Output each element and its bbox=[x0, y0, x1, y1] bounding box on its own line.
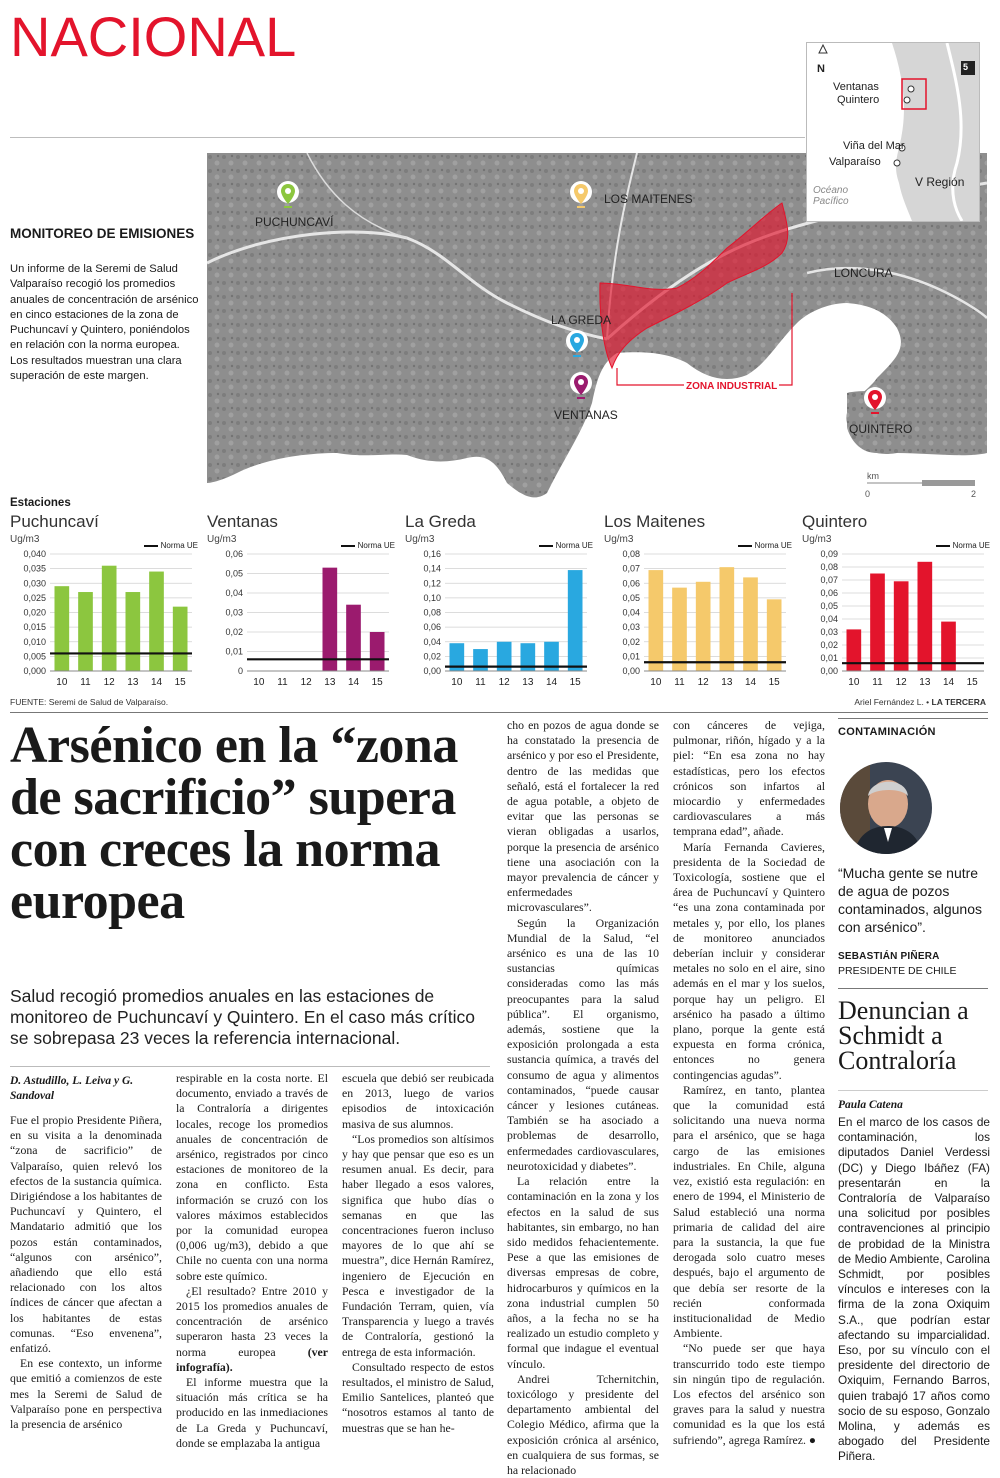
x-tick-label: 15 bbox=[371, 677, 383, 688]
quote-name: SEBASTIÁN PIÑERA bbox=[838, 951, 940, 962]
inset-label-valparaiso: Valparaíso bbox=[829, 156, 881, 168]
bar-12 bbox=[696, 582, 711, 671]
y-tick-label: 0,01 bbox=[225, 646, 243, 657]
infographic-credit bbox=[854, 697, 986, 707]
inset-label-quintero: Quintero bbox=[837, 94, 880, 106]
y-tick-label: 0 bbox=[237, 666, 243, 676]
y-tick-label: 0,05 bbox=[622, 592, 640, 603]
y-tick-label: 0,01 bbox=[622, 651, 640, 662]
paragraph: con cánceres de vejiga, pulmonar, riñón, hígado y a la piel: “En esa zona no hay estadísticas, pero los efectos crónicos son infartos al miocardio y enfermedades cardiovasculares a más temprana edad”, añade. bbox=[673, 718, 825, 839]
paragraph: Andrei Tchernitchin, toxicólogo y presidente del departamento ambiental del Colegio Médico, afirma que la exposición crónica al arsénico, en cualquiera de sus formas, se ha relacionado bbox=[507, 1371, 659, 1477]
x-tick-label: 15 bbox=[569, 677, 581, 688]
bar-11 bbox=[78, 592, 93, 671]
x-tick-label: 14 bbox=[942, 677, 955, 688]
y-tick-label: 0,04 bbox=[423, 636, 441, 647]
x-tick-label: 14 bbox=[744, 677, 757, 688]
map-pin-icon-puchuncavi bbox=[277, 181, 299, 211]
y-tick-label: 0,04 bbox=[820, 614, 838, 624]
bar-10 bbox=[846, 629, 861, 671]
deck: Salud recogió promedios anuales en las estaciones de monitoreo de Puchuncaví y Quintero. En el caso más crítico se sobrepasa 23 veces la referencia internacional. bbox=[10, 986, 475, 1048]
paragraph: “No puede ser que haya transcurrido todo este tiempo sin ningún tipo de regulación. Los efectos del arsénico son graves para la salud y nuestra comunidad es la que los está sufriendo”, agrega Ramírez. ● bbox=[673, 1341, 825, 1447]
paragraph-text: ¿El resultado? Entre 2010 y 2015 los promedios anuales de concentración de arsénico superaron hasta 23 veces la norma europea bbox=[176, 1283, 328, 1359]
inset-label-ocean: Océano Pacífico bbox=[813, 185, 849, 207]
quote-role: PRESIDENTE DE CHILE bbox=[838, 965, 957, 977]
y-tick-label: 0,025 bbox=[23, 592, 46, 603]
byline: D. Astudillo, L. Leiva y G. Sandoval bbox=[10, 1075, 134, 1102]
y-tick-label: 0,08 bbox=[423, 607, 441, 618]
bar-10 bbox=[54, 586, 69, 671]
y-tick-label: 0,05 bbox=[820, 601, 838, 611]
y-tick-label: 0,10 bbox=[423, 592, 441, 603]
y-tick-label: 0,02 bbox=[622, 636, 640, 647]
x-tick-label: 10 bbox=[56, 677, 68, 688]
bar-15 bbox=[568, 570, 583, 671]
credit-author: Ariel Fernández L. • bbox=[854, 697, 930, 707]
chart-title: Quintero bbox=[802, 512, 868, 531]
paragraph: Consultado respecto de estos resultados, el ministro de Salud, Emilio Santelices, planteó que “nosotros estamos al tanto de muestras que se han he- bbox=[342, 1359, 494, 1435]
source-note: FUENTE: Seremi de Salud de Valparaíso. bbox=[10, 697, 169, 707]
map-label-puchuncavi: PUCHUNCAVÍ bbox=[255, 215, 334, 229]
sidebar-headline: Denuncian a Schmidt a Contraloría bbox=[838, 996, 969, 1075]
chart-la-greda bbox=[405, 512, 595, 692]
bar-15 bbox=[767, 599, 782, 671]
y-tick-label: 0,04 bbox=[225, 588, 243, 598]
y-tick-label: 0,020 bbox=[23, 607, 46, 618]
bar-14 bbox=[149, 572, 164, 671]
x-tick-label: 10 bbox=[650, 677, 662, 688]
legend-label: Norma UE bbox=[754, 541, 792, 550]
legend-label: Norma UE bbox=[357, 541, 395, 550]
x-tick-label: 11 bbox=[475, 677, 486, 688]
chart-plot bbox=[207, 548, 397, 692]
y-tick-label: 0,03 bbox=[820, 627, 838, 637]
headline: Arsénico en la “zona de sacrificio” supera con creces la norma europea bbox=[10, 717, 458, 930]
chart-title: Los Maitenes bbox=[604, 512, 706, 531]
bar-13 bbox=[719, 567, 734, 671]
y-tick-label: 0,05 bbox=[225, 568, 243, 579]
scale-min: 0 bbox=[865, 489, 871, 499]
chart-title: La Greda bbox=[405, 512, 476, 531]
avatar bbox=[840, 762, 932, 854]
x-tick-label: 13 bbox=[522, 677, 534, 688]
scale-unit: km bbox=[867, 471, 879, 481]
chart-puchuncavi bbox=[10, 512, 200, 692]
chart-unit: Ug/m3 bbox=[10, 534, 40, 545]
map-label-loncura: LONCURA bbox=[834, 266, 893, 280]
x-tick-label: 12 bbox=[498, 677, 510, 688]
paragraph bbox=[176, 1284, 328, 1375]
paragraph: El informe muestra que la situación más crítica se ha producido en las inmediaciones de La Greda y Puchuncaví, donde se emplazaba la antigua bbox=[176, 1375, 328, 1450]
bar-14 bbox=[346, 605, 361, 671]
x-tick-label: 13 bbox=[919, 677, 931, 688]
pull-quote: “Mucha gente se nutre de agua de pozos contaminados, algunos con arsénico”. bbox=[838, 865, 982, 935]
divider bbox=[10, 1066, 490, 1067]
x-tick-label: 14 bbox=[347, 677, 360, 688]
chart-unit: Ug/m3 bbox=[802, 534, 832, 545]
map-label-la-greda: LA GREDA bbox=[551, 313, 612, 327]
bar-14 bbox=[743, 577, 758, 671]
y-tick-label: 0,06 bbox=[423, 622, 441, 633]
y-tick-label: 0,00 bbox=[820, 666, 838, 676]
infographic-ref: (ver infografía). bbox=[176, 1344, 328, 1374]
x-tick-label: 12 bbox=[697, 677, 709, 688]
y-tick-label: 0,06 bbox=[622, 578, 640, 589]
chart-los-maitenes bbox=[604, 512, 794, 692]
y-tick-label: 0,09 bbox=[820, 549, 838, 559]
x-tick-label: 10 bbox=[451, 677, 463, 688]
paragraph: Ramírez, en tanto, plantea que la comunidad está solicitando una nueva norma para el arsénico, que se haga cargo de las emisiones industriales. En Chile, alguna vez, existió esta regulación: en enero de 1994, el Ministerio de Salud estableció una norma primaria de calidad del aire para la sustancia, la que fue derogada solo cuatro meses después, bajo el argumento de que debía ser resorte de la recién conformada institucionalidad de Medio Ambiente. bbox=[673, 1082, 825, 1341]
y-tick-label: 0,00 bbox=[622, 666, 640, 676]
legend-label: Norma UE bbox=[555, 541, 593, 550]
bar-11 bbox=[870, 574, 885, 672]
inset-label-ventanas: Ventanas bbox=[833, 81, 879, 93]
map-pin-icon-la-greda bbox=[566, 330, 588, 360]
bar-15 bbox=[370, 632, 385, 671]
y-tick-label: 0,02 bbox=[225, 627, 243, 637]
map-label-quintero: QUINTERO bbox=[849, 422, 913, 436]
scale-max: 2 bbox=[971, 489, 977, 499]
paragraph: respirable en la costa norte. El documento, enviado a través de la Contraloría a dirigentes locales, recoge los promedios anuales de concentración de arsénico, registrados por cinco estaciones de monitoreo de la zona en conflicto. Esta información se cruzó con los valores máximos establecidos por la comunidad europea (0,006 ug/m3), debido a que Chile no cuenta con una norma sobre este químico. bbox=[176, 1071, 328, 1283]
chart-plot bbox=[604, 548, 794, 692]
route-badge: 5 bbox=[963, 62, 969, 72]
paragraph: escuela que debió ser reubicada en 2013, luego de varios episodios de intoxicación masiva de sus alumnos. bbox=[342, 1071, 494, 1131]
y-tick-label: 0,14 bbox=[423, 563, 441, 574]
y-tick-label: 0,030 bbox=[23, 578, 46, 589]
sidebar-author: Paula Catena bbox=[838, 1099, 903, 1111]
divider bbox=[10, 137, 805, 138]
chart-unit: Ug/m3 bbox=[604, 534, 634, 545]
map-pin-icon-ventanas bbox=[570, 372, 592, 402]
bar-13 bbox=[322, 568, 337, 671]
y-tick-label: 0,07 bbox=[622, 563, 640, 574]
inset-label-vina: Viña del Mar bbox=[843, 140, 905, 152]
divider bbox=[838, 1090, 988, 1091]
legend-line-icon bbox=[936, 545, 950, 547]
y-tick-label: 0,040 bbox=[23, 549, 46, 559]
bar-13 bbox=[125, 592, 140, 671]
chart-title: Ventanas bbox=[207, 512, 278, 531]
x-tick-label: 15 bbox=[174, 677, 186, 688]
map-pin-icon-quintero bbox=[864, 387, 886, 417]
chart-title: Puchuncaví bbox=[10, 512, 99, 531]
chart-ventanas bbox=[207, 512, 397, 692]
y-tick-label: 0,02 bbox=[820, 640, 838, 650]
sidebar-body: En el marco de los casos de contaminación, los diputados Daniel Verdessi (DC) y Diego Ibáñez (FA) presentarán en la Contraloría de Valparaíso una solicitud por posibles contravenciones al principio de probidad de la Ministra de Medio Ambiente, Carolina Schmidt, por posibles vínculos e intereses con la firma de la zona Oxiquim S.A., que podrían estar afectando su imparcialidad. Eso, por su vínculo con el presidente del directorio de Oxiquim, Fernando Barros, quien trabajó 17 años como socio de su esposo, Gonzalo Molina, y además es abogado del Presidente Piñera. bbox=[838, 1115, 990, 1464]
legend-label: Norma UE bbox=[160, 541, 198, 550]
chart-plot bbox=[10, 548, 200, 692]
x-tick-label: 10 bbox=[848, 677, 860, 688]
map-label-los-maitenes: LOS MAITENES bbox=[604, 192, 693, 206]
sidebar-tag: CONTAMINACIÓN bbox=[838, 726, 936, 738]
portrait-photo bbox=[840, 762, 932, 854]
paragraph: Según la Organización Mundial de la Salud, “el arsénico es una de las 10 sustancias químicas consideradas como las más preocupantes para la salud pública”. El organismo, además, sostiene que la exposición prolongada a esta sustancia química, a través del consumo de agua y alimentos contaminados, “puede causar cáncer y lesiones cutáneas. También se ha asociado a problemas de desarrollo, enfermedades cardiovasculares, neurotoxicidad y diabetes”. bbox=[507, 915, 659, 1173]
bar-13 bbox=[917, 562, 932, 671]
divider bbox=[838, 718, 988, 719]
chart-quintero bbox=[802, 512, 992, 692]
legend-line-icon bbox=[738, 545, 752, 547]
x-tick-label: 12 bbox=[300, 677, 312, 688]
article-column-4 bbox=[507, 718, 659, 1478]
chart-unit: Ug/m3 bbox=[207, 534, 237, 545]
y-tick-label: 0,03 bbox=[622, 622, 640, 633]
divider bbox=[10, 712, 988, 713]
divider bbox=[838, 988, 988, 989]
locator-map bbox=[806, 42, 980, 222]
chart-plot bbox=[405, 548, 595, 692]
chart-plot bbox=[802, 548, 992, 692]
x-tick-label: 10 bbox=[253, 677, 265, 688]
x-tick-label: 11 bbox=[674, 677, 685, 688]
bar-15 bbox=[173, 607, 188, 671]
map-label-ventanas: VENTANAS bbox=[554, 408, 618, 422]
paragraph: cho en pozos de agua donde se ha constatado la presencia de arsénico y por eso el Presidente, dentro de las medidas que señaló, está el fortalecer la red de agua potable, a objeto de evitar que las personas se vieran obligadas a usarlos, porque la presencia de arsénico tiene una asociación con la mayor prevalencia de cáncer y enfermedades microvasculares”. bbox=[507, 718, 660, 915]
map-label-zona-industrial: ZONA INDUSTRIAL bbox=[686, 381, 778, 392]
bar-10 bbox=[648, 570, 663, 671]
stations-label: Estaciones bbox=[10, 497, 71, 509]
x-tick-label: 13 bbox=[324, 677, 336, 688]
y-tick-label: 0,06 bbox=[820, 588, 838, 598]
x-tick-label: 13 bbox=[127, 677, 139, 688]
y-tick-label: 0,12 bbox=[423, 578, 441, 589]
y-tick-label: 0,03 bbox=[225, 607, 243, 618]
paragraph: En ese contexto, un informe que emitió a comienzos de este mes la Seremi de Salud de Valparaíso pone en perspectiva la presencia de arsénico bbox=[10, 1356, 162, 1432]
x-tick-label: 11 bbox=[872, 677, 883, 688]
article-column-5 bbox=[673, 718, 825, 1448]
x-tick-label: 11 bbox=[80, 677, 91, 688]
credit-paper: LA TERCERA bbox=[931, 697, 986, 707]
paragraph: María Fernanda Cavieres, presidenta de la Sociedad de Toxicología, sostiene que el área de Puchuncaví y Quintero “es una zona contaminada por metales y, por ello, los planes de monitoreo anunciados deberían incluir y considerar metales no solo en el aire, sino además en el mar y los suelos, porque hay un peligro. El arsénico ha pasado a último plano, porque la gente está expuesta en forma crónica, entonces no genera contingencias agudas”. bbox=[673, 839, 825, 1082]
x-tick-label: 12 bbox=[895, 677, 907, 688]
map-pin-icon-los-maitenes bbox=[570, 181, 592, 211]
x-tick-label: 14 bbox=[150, 677, 163, 688]
y-tick-label: 0,08 bbox=[820, 562, 838, 572]
x-tick-label: 15 bbox=[966, 677, 978, 688]
chart-unit: Ug/m3 bbox=[405, 534, 435, 545]
article-column-3 bbox=[342, 1071, 494, 1436]
y-tick-label: 0,04 bbox=[622, 607, 640, 618]
x-tick-label: 11 bbox=[277, 677, 288, 688]
inset-label-region: V Región bbox=[915, 175, 965, 189]
y-tick-label: 0,000 bbox=[23, 666, 46, 676]
x-tick-label: 14 bbox=[545, 677, 558, 688]
infographic-title: MONITOREO DE EMISIONES bbox=[10, 226, 195, 241]
y-tick-label: 0,035 bbox=[23, 563, 46, 574]
bar-12 bbox=[894, 581, 909, 671]
x-tick-label: 13 bbox=[721, 677, 733, 688]
paragraph: Fue el propio Presidente Piñera, en su visita a la denominada “zona de sacrificio” de Valparaíso, quien relevó los efectos de la sustancia química. Dirigiéndose a los habitantes de Puchuncaví y Quintero, el Mandatario admitió que los pozos están contaminados, “algunos con arsénico”, añadiendo que ello está relacionado con los altos índices de cáncer que afectan a los habitantes de estas comunas. “Eso envenena”, enfatizó. bbox=[10, 1113, 162, 1356]
x-tick-label: 15 bbox=[768, 677, 780, 688]
y-tick-label: 0,015 bbox=[23, 622, 46, 633]
x-tick-label: 12 bbox=[103, 677, 115, 688]
article-column-2 bbox=[176, 1071, 328, 1451]
legend-line-icon bbox=[144, 545, 158, 547]
y-tick-label: 0,02 bbox=[423, 651, 441, 662]
y-tick-label: 0,07 bbox=[820, 575, 838, 585]
paragraph: La relación entre la contaminación en la zona y los efectos en la salud de sus habitantes, sin embargo, no han sido medidos fehacientemente. Pese a que las emisiones de diversas empresas de cobre, hidrocarburos y químicos en la zona industrial cumplen 50 años, a la fecha no se ha realizado un estudio completo y formal que indague el eventual vínculo. bbox=[507, 1174, 659, 1371]
paragraph: “Los promedios son altísimos y hay que pensar que eso es un resumen anual. Es decir, para haber llegado a esos valores, significa que hubo días o semanas en que las concentraciones fueron incluso mayores de lo que ahí se muestra”, dice Hernán Ramírez, ingeniero de Ejecución en Pesca e investigador de la Fundación Terram, quien, vía Transparencia y luego a través de Contraloría, gestionó la entrega de esta información. bbox=[342, 1131, 494, 1359]
bar-11 bbox=[672, 588, 687, 671]
infographic-intro: Un informe de la Seremi de Salud Valparaíso recogió los promedios anuales de concentración de arsénico en cinco estaciones de la zona de Puchuncaví y Quintero, poniéndolos en relación con la norma europea. Los resultados muestran una clara superación de este margen. bbox=[10, 263, 199, 383]
legend-label: Norma UE bbox=[952, 541, 990, 550]
legend-line-icon bbox=[341, 545, 355, 547]
legend-line-icon bbox=[539, 545, 553, 547]
y-tick-label: 0,01 bbox=[820, 653, 838, 663]
north-icon: N bbox=[817, 63, 825, 75]
y-tick-label: 0,010 bbox=[23, 636, 46, 647]
y-tick-label: 0,08 bbox=[622, 549, 640, 559]
article-column-1 bbox=[10, 1113, 162, 1432]
y-tick-label: 0,06 bbox=[225, 549, 243, 559]
y-tick-label: 0,00 bbox=[423, 666, 441, 676]
y-tick-label: 0,005 bbox=[23, 651, 46, 662]
y-tick-label: 0,16 bbox=[423, 549, 441, 559]
bar-12 bbox=[102, 566, 117, 671]
section-title: NACIONAL bbox=[10, 5, 297, 68]
